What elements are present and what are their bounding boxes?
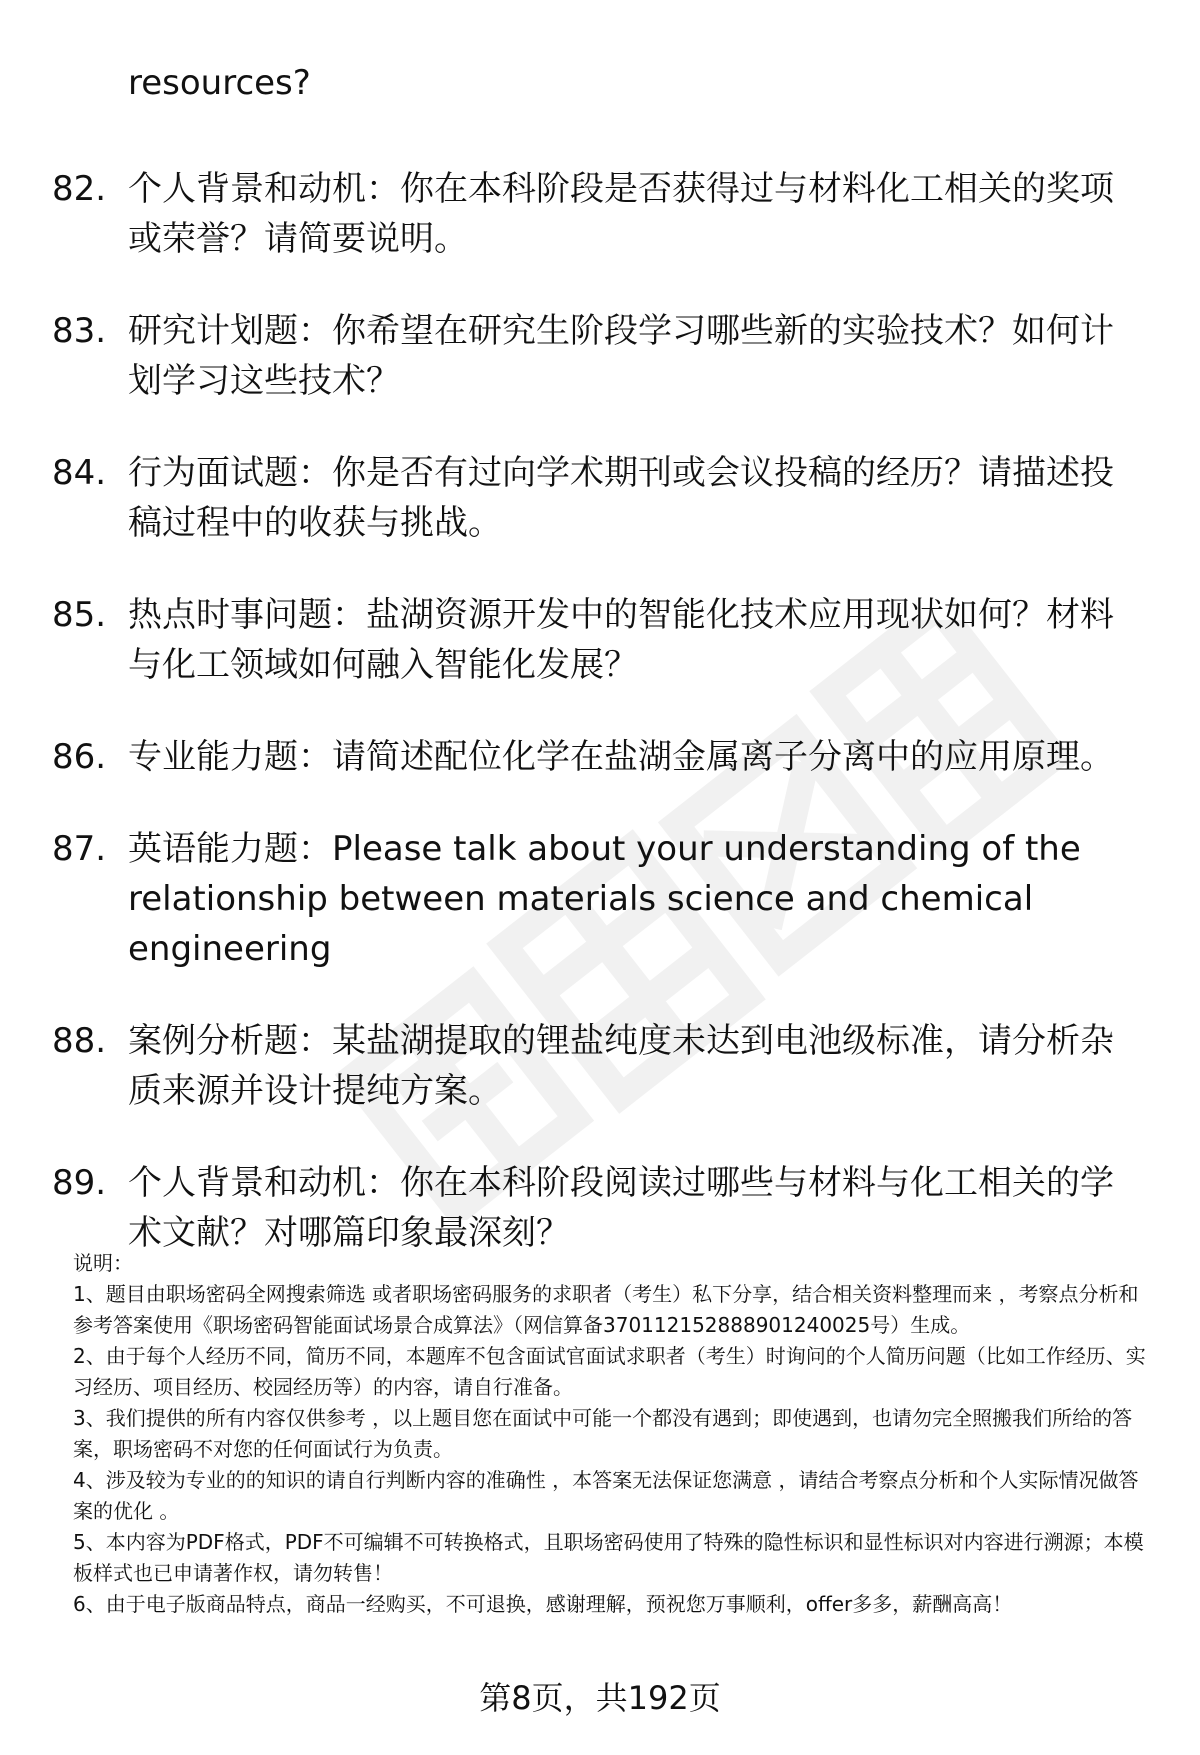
question-continuation: resources? — [128, 63, 311, 103]
question-list — [52, 58, 1142, 1300]
question-number: 83. — [52, 311, 107, 351]
question-item — [52, 732, 1142, 782]
note-item: 3、我们提供的所有内容仅供参考 ，以上题目您在面试中可能一个都没有遇到；即使遇到，也请勿完全照搬我们所给的答案，职场密码不对您的任何面试行为负责。 — [73, 1406, 1133, 1461]
question-text: 个人背景和动机：你在本科阶段是否获得过与材料化工相关的奖项或荣誉？请简要说明。 — [128, 169, 1114, 259]
question-text: 专业能力题：请简述配位化学在盐湖金属离子分离中的应用原理。 — [128, 737, 1114, 777]
question-item — [52, 164, 1142, 264]
notes-section — [73, 1248, 1158, 1620]
notes-title: 说明： — [73, 1251, 133, 1275]
question-number: 86. — [52, 737, 107, 777]
question-text: 热点时事问题：盐湖资源开发中的智能化技术应用现状如何？材料与化工领域如何融入智能化发展？ — [128, 595, 1114, 685]
question-number: 82. — [52, 169, 107, 209]
question-item — [52, 1016, 1142, 1116]
question-item — [52, 448, 1142, 548]
question-text: 英语能力题：Please talk about your understanding of the relationship between materials science and chemical engineering — [128, 829, 1081, 969]
question-item — [52, 824, 1142, 974]
question-number: 87. — [52, 829, 107, 869]
note-item: 2、由于每个人经历不同，简历不同，本题库不包含面试官面试求职者（考生）时询问的个人简历问题（比如工作经历、实习经历、项目经历、校园经历等）的内容，请自行准备。 — [73, 1344, 1146, 1399]
note-item: 5、本内容为PDF格式，PDF不可编辑不可转换格式，且职场密码使用了特殊的隐性标识和显性标识对内容进行溯源；本模板样式也已申请著作权，请勿转售！ — [73, 1530, 1144, 1585]
question-item — [52, 306, 1142, 406]
question-text: 案例分析题：某盐湖提取的锂盐纯度未达到电池级标准，请分析杂质来源并设计提纯方案。 — [128, 1021, 1114, 1111]
note-item: 4、涉及较为专业的的知识的请自行判断内容的准确性 ，本答案无法保证您满意 ，请结合考察点分析和个人实际情况做答案的优化 。 — [73, 1468, 1139, 1523]
question-number: 85. — [52, 595, 107, 635]
question-item — [52, 1158, 1142, 1258]
question-text: 研究计划题：你希望在研究生阶段学习哪些新的实验技术？如何计划学习这些技术？ — [128, 311, 1114, 401]
question-number: 84. — [52, 453, 107, 493]
question-text: 行为面试题：你是否有过向学术期刊或会议投稿的经历？请描述投稿过程中的收获与挑战。 — [128, 453, 1114, 543]
note-item: 1、题目由职场密码全网搜索筛选 或者职场密码服务的求职者（考生）私下分享，结合相关资料整理而来 ，考察点分析和参考答案使用《职场密码智能面试场景合成算法》（网信算备370112152888901240025号）生成。 — [73, 1282, 1139, 1337]
question-number: 89. — [52, 1163, 107, 1203]
question-text: 个人背景和动机：你在本科阶段阅读过哪些与材料与化工相关的学术文献？对哪篇印象最深刻？ — [128, 1163, 1114, 1253]
question-item — [52, 590, 1142, 690]
page-number: 第8页，共192页 — [479, 1679, 721, 1717]
note-item: 6、由于电子版商品特点，商品一经购买，不可退换，感谢理解，预祝您万事顺利，offer多多，薪酬高高！ — [73, 1592, 1013, 1616]
question-number: 88. — [52, 1021, 107, 1061]
